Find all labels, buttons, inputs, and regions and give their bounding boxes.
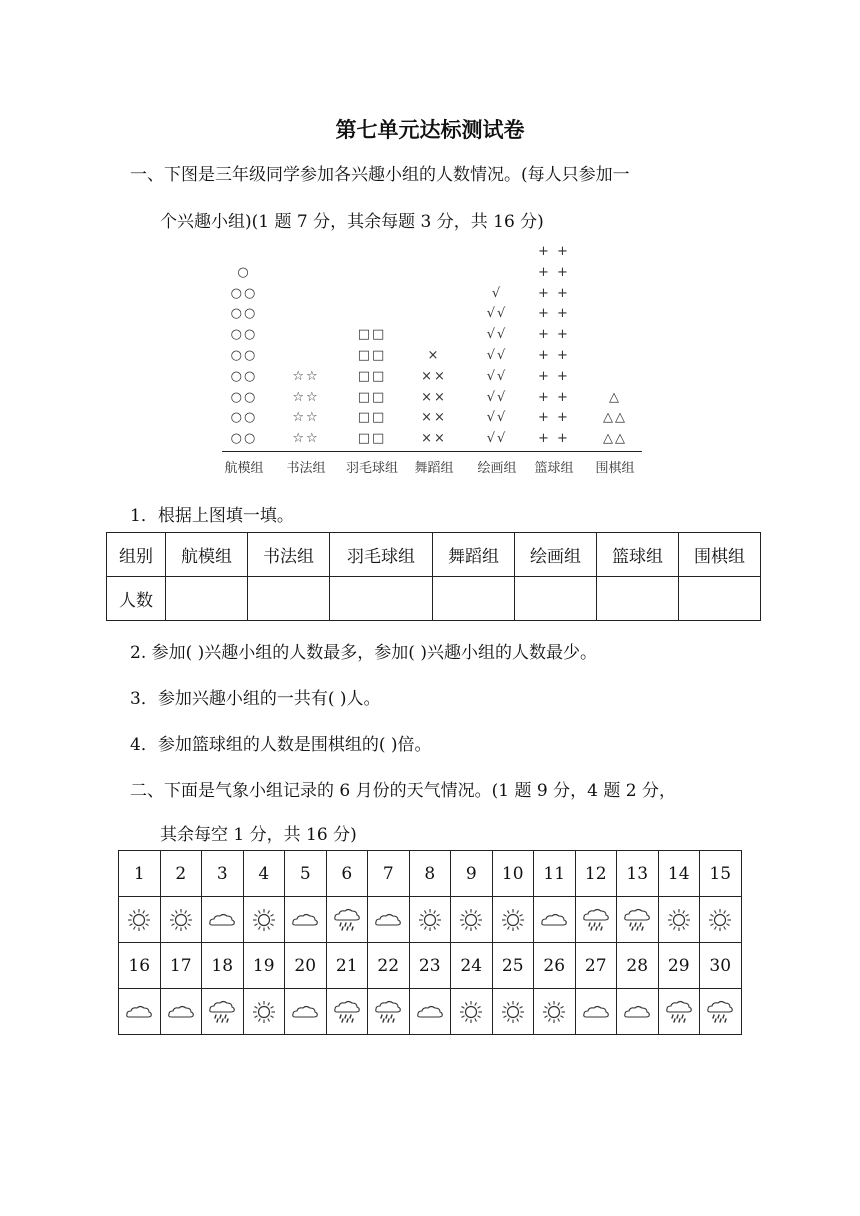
weather-icon-cell — [534, 989, 576, 1035]
sun-icon — [664, 907, 694, 933]
day-number-cell: 23 — [409, 943, 451, 989]
section2-line1: 二、下面是气象小组记录的 6 月份的天气情况。(1 题 9 分，4 题 2 分， — [130, 781, 676, 801]
answer-cell[interactable] — [330, 577, 433, 621]
pictograph-symbol: √ — [491, 285, 503, 301]
pictograph-symbol: ☆☆ — [292, 431, 320, 447]
pictograph-symbol: + + — [538, 327, 570, 343]
pictograph-symbol: + + — [538, 306, 570, 322]
pictograph-category-label: 书法组 — [286, 461, 326, 476]
day-number-cell: 19 — [243, 943, 285, 989]
table-col-header: 篮球组 — [597, 533, 679, 577]
pictograph-chart — [222, 240, 642, 480]
question-3: 3．参加兴趣小组的一共有( )人。 — [130, 689, 381, 709]
pictograph-symbol: + + — [538, 285, 570, 301]
weather-icon-cell — [575, 897, 617, 943]
section2-line2: 其余每空 1 分，共 16 分) — [160, 825, 357, 845]
weather-icon-cell — [700, 989, 742, 1035]
sun-icon — [456, 907, 486, 933]
pictograph-symbol: ○○ — [230, 348, 258, 364]
pictograph-symbol: ☆☆ — [292, 389, 320, 405]
rain-icon — [332, 907, 362, 933]
table-col-header: 书法组 — [248, 533, 330, 577]
weather-icon-cell — [326, 897, 368, 943]
day-number-cell: 7 — [368, 851, 410, 897]
cloud-icon — [622, 999, 652, 1025]
pictograph-symbol: ×× — [421, 431, 447, 447]
pictograph-symbol: √√ — [486, 327, 508, 343]
sun-icon — [456, 999, 486, 1025]
day-number-cell: 10 — [492, 851, 534, 897]
weather-icon-cell — [658, 897, 700, 943]
sun-icon — [166, 907, 196, 933]
pictograph-symbol: □□ — [357, 368, 387, 384]
day-number-cell: 5 — [285, 851, 327, 897]
pictograph-symbol: + + — [538, 244, 570, 260]
cloud-icon — [581, 999, 611, 1025]
pictograph-symbol: □□ — [357, 327, 387, 343]
pictograph-symbol: + + — [538, 264, 570, 280]
table-row-label: 人数 — [107, 577, 166, 621]
cloud-icon — [124, 999, 154, 1025]
pictograph-symbol: √√ — [486, 389, 508, 405]
table-col-header: 围棋组 — [679, 533, 761, 577]
pictograph-column — [529, 242, 579, 450]
pictograph-symbol: √√ — [486, 431, 508, 447]
weather-icon-cell — [409, 897, 451, 943]
day-number-cell: 22 — [368, 943, 410, 989]
pictograph-category-label: 舞蹈组 — [414, 461, 454, 476]
day-number-cell: 12 — [575, 851, 617, 897]
day-number-cell: 24 — [451, 943, 493, 989]
question-2: 2. 参加( )兴趣小组的人数最多，参加( )兴趣小组的人数最少。 — [130, 643, 597, 663]
pictograph-symbol: + + — [538, 389, 570, 405]
rain-icon — [207, 999, 237, 1025]
cloud-icon — [290, 907, 320, 933]
pictograph-symbol: ○○ — [230, 306, 258, 322]
weather-icon-cell — [575, 989, 617, 1035]
day-number-cell: 28 — [617, 943, 659, 989]
day-number-cell: 2 — [160, 851, 202, 897]
weather-icon-cell — [202, 989, 244, 1035]
day-number-cell: 13 — [617, 851, 659, 897]
day-number-cell: 30 — [700, 943, 742, 989]
weather-icon-cell — [119, 897, 161, 943]
pictograph-symbol: √√ — [486, 306, 508, 322]
weather-icon-cell — [451, 897, 493, 943]
weather-icon-cell — [368, 897, 410, 943]
pictograph-column — [590, 388, 640, 450]
day-number-cell: 20 — [285, 943, 327, 989]
weather-icon-cell — [285, 897, 327, 943]
pictograph-column — [409, 346, 459, 450]
cloud-icon — [539, 907, 569, 933]
answer-cell[interactable] — [597, 577, 679, 621]
weather-icon-cell — [617, 989, 659, 1035]
weather-icon-cell — [326, 989, 368, 1035]
pictograph-category-label: 绘画组 — [477, 461, 517, 476]
question-1: 1．根据上图填一填。 — [130, 506, 294, 526]
weather-icon-cell — [368, 989, 410, 1035]
weather-icon-cell — [700, 897, 742, 943]
weather-icon-cell — [617, 897, 659, 943]
section1-line1: 一、下图是三年级同学参加各兴趣小组的人数情况。(每人只参加一 — [130, 165, 630, 185]
pictograph-symbol: ○○ — [230, 368, 258, 384]
section1-line2: 个兴趣小组)(1 题 7 分，其余每题 3 分，共 16 分) — [160, 212, 544, 232]
table-row — [119, 851, 742, 897]
sun-icon — [539, 999, 569, 1025]
table-row — [119, 943, 742, 989]
day-number-cell: 4 — [243, 851, 285, 897]
pictograph-symbol: √√ — [486, 368, 508, 384]
question-4: 4．参加篮球组的人数是围棋组的( )倍。 — [130, 735, 432, 755]
sun-icon — [415, 907, 445, 933]
pictograph-symbol: ☆☆ — [292, 410, 320, 426]
pictograph-column — [347, 325, 397, 450]
weather-icon-cell — [160, 897, 202, 943]
pictograph-symbol: ○ — [237, 264, 251, 280]
weather-icon-cell — [243, 989, 285, 1035]
pictograph-symbol: √√ — [486, 410, 508, 426]
answer-cell[interactable] — [166, 577, 248, 621]
day-number-cell: 25 — [492, 943, 534, 989]
pictograph-symbol: ○○ — [230, 431, 258, 447]
answer-cell[interactable] — [515, 577, 597, 621]
day-number-cell: 27 — [575, 943, 617, 989]
day-number-cell: 6 — [326, 851, 368, 897]
sun-icon — [124, 907, 154, 933]
cloud-icon — [373, 907, 403, 933]
weather-icon-cell — [658, 989, 700, 1035]
day-number-cell: 9 — [451, 851, 493, 897]
weather-icon-cell — [243, 897, 285, 943]
rain-icon — [705, 999, 735, 1025]
pictograph-column — [219, 263, 269, 450]
pictograph-symbol: ×× — [421, 410, 447, 426]
answer-cell[interactable] — [248, 577, 330, 621]
pictograph-baseline — [222, 451, 642, 453]
day-number-cell: 11 — [534, 851, 576, 897]
weather-icon-cell — [285, 989, 327, 1035]
weather-icon-cell — [492, 897, 534, 943]
pictograph-symbol: √√ — [486, 348, 508, 364]
pictograph-column — [472, 284, 522, 450]
pictograph-symbol: □□ — [357, 410, 387, 426]
pictograph-category-label: 航模组 — [224, 461, 264, 476]
pictograph-column — [281, 367, 331, 450]
weather-icon-cell — [451, 989, 493, 1035]
pictograph-symbol: □□ — [357, 389, 387, 405]
day-number-cell: 15 — [700, 851, 742, 897]
sun-icon — [498, 999, 528, 1025]
table-row — [119, 989, 742, 1035]
day-number-cell: 16 — [119, 943, 161, 989]
pictograph-symbol: △ — [609, 389, 621, 405]
pictograph-symbol: + + — [538, 368, 570, 384]
cloud-icon — [166, 999, 196, 1025]
pictograph-symbol: × — [427, 348, 441, 364]
pictograph-symbol: △△ — [603, 431, 627, 447]
table-col-header: 绘画组 — [515, 533, 597, 577]
day-number-cell: 21 — [326, 943, 368, 989]
rain-icon — [622, 907, 652, 933]
answer-cell[interactable] — [433, 577, 515, 621]
sun-icon — [705, 907, 735, 933]
pictograph-category-label: 篮球组 — [534, 461, 574, 476]
day-number-cell: 26 — [534, 943, 576, 989]
rain-icon — [373, 999, 403, 1025]
day-number-cell: 8 — [409, 851, 451, 897]
day-number-cell: 1 — [119, 851, 161, 897]
pictograph-category-label: 围棋组 — [595, 461, 635, 476]
day-number-cell: 18 — [202, 943, 244, 989]
weather-icon-cell — [119, 989, 161, 1035]
table-col-header: 舞蹈组 — [433, 533, 515, 577]
pictograph-symbol: □□ — [357, 348, 387, 364]
day-number-cell: 14 — [658, 851, 700, 897]
pictograph-symbol: ☆☆ — [292, 368, 320, 384]
pictograph-symbol: △△ — [603, 410, 627, 426]
table-header-label: 组别 — [107, 533, 166, 577]
pictograph-category-label: 羽毛球组 — [345, 461, 398, 476]
weather-table — [118, 850, 742, 1035]
rain-icon — [581, 907, 611, 933]
pictograph-symbol: + + — [538, 410, 570, 426]
weather-icon-cell — [492, 989, 534, 1035]
page-title: 第七单元达标测试卷 — [335, 118, 525, 142]
pictograph-symbol: ○○ — [230, 389, 258, 405]
day-number-cell: 17 — [160, 943, 202, 989]
cloud-icon — [415, 999, 445, 1025]
table-col-header: 羽毛球组 — [330, 533, 433, 577]
weather-icon-cell — [534, 897, 576, 943]
pictograph-symbol: ○○ — [230, 410, 258, 426]
table-row — [119, 897, 742, 943]
pictograph-symbol: □□ — [357, 431, 387, 447]
pictograph-symbol: ×× — [421, 389, 447, 405]
cloud-icon — [290, 999, 320, 1025]
rain-icon — [664, 999, 694, 1025]
pictograph-symbol: ○○ — [230, 327, 258, 343]
day-number-cell: 3 — [202, 851, 244, 897]
weather-icon-cell — [160, 989, 202, 1035]
cloud-icon — [207, 907, 237, 933]
pictograph-symbol: ○○ — [230, 285, 258, 301]
table-col-header: 航模组 — [166, 533, 248, 577]
answer-cell[interactable] — [679, 577, 761, 621]
weather-icon-cell — [409, 989, 451, 1035]
weather-icon-cell — [202, 897, 244, 943]
sun-icon — [249, 999, 279, 1025]
sun-icon — [249, 907, 279, 933]
pictograph-symbol: + + — [538, 431, 570, 447]
pictograph-symbol: + + — [538, 348, 570, 364]
day-number-cell: 29 — [658, 943, 700, 989]
rain-icon — [332, 999, 362, 1025]
sun-icon — [498, 907, 528, 933]
pictograph-symbol: ×× — [421, 368, 447, 384]
count-table — [106, 532, 761, 621]
